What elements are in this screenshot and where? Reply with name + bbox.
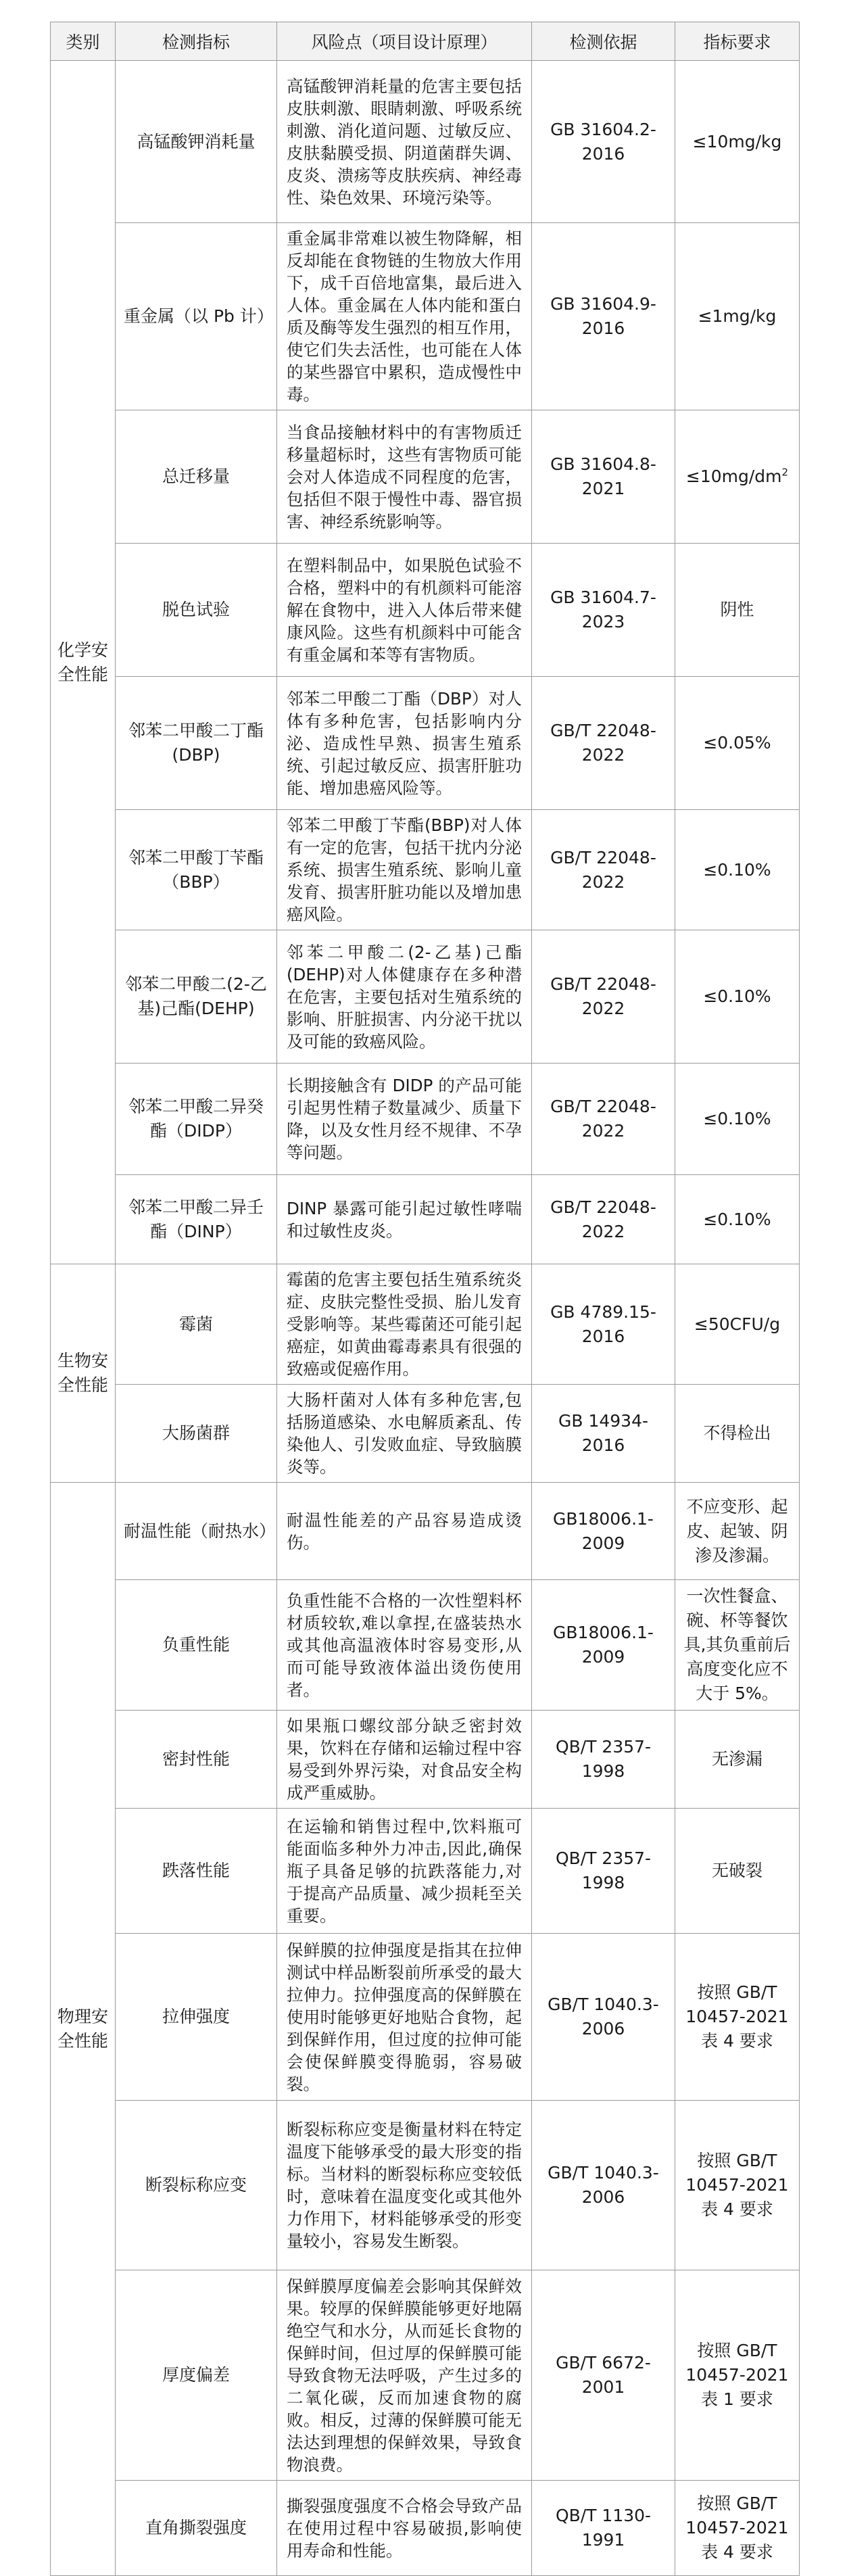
header-risk: 风险点（项目设计原理） xyxy=(277,22,532,61)
header-category: 类别 xyxy=(51,22,116,61)
basis-cell: QB/T 2357-1998 xyxy=(532,1809,675,1934)
requirement-cell: ≤0.10% xyxy=(675,810,800,930)
requirement-cell: ≤0.10% xyxy=(675,1175,800,1264)
indicator-cell: 邻苯二甲酸二丁酯(DBP) xyxy=(116,677,277,810)
basis-cell: GB/T 22048-2022 xyxy=(532,1175,675,1264)
indicator-cell: 厚度偏差 xyxy=(116,2270,277,2481)
table-row xyxy=(51,1711,800,1809)
indicator-cell: 脱色试验 xyxy=(116,544,277,677)
basis-cell: GB/T 6672-2001 xyxy=(532,2270,675,2481)
risk-cell: 负重性能不合格的一次性塑料杯材质较软,难以拿捏,在盛装热水或其他高温液体时容易变形,从而可能导致液体溢出烫伤使用者。 xyxy=(277,1580,532,1711)
table-row xyxy=(51,1064,800,1175)
requirement-cell: ≤0.10% xyxy=(675,930,800,1064)
indicator-cell: 直角撕裂强度 xyxy=(116,2481,277,2576)
risk-cell: 耐温性能差的产品容易造成烫伤。 xyxy=(277,1483,532,1580)
table-row xyxy=(51,1934,800,2101)
basis-cell: QB/T 1130-1991 xyxy=(532,2481,675,2576)
requirement-cell: ≤50CFU/g xyxy=(675,1264,800,1385)
indicator-cell: 邻苯二甲酸丁苄酯（BBP） xyxy=(116,810,277,930)
table-row xyxy=(51,1175,800,1264)
indicator-cell: 邻苯二甲酸二异壬酯（DINP） xyxy=(116,1175,277,1264)
standards-table xyxy=(50,22,800,2576)
risk-cell: 大肠杆菌对人体有多种危害,包括肠道感染、水电解质紊乱、传染他人、引发败血症、导致脑膜炎等。 xyxy=(277,1385,532,1483)
table-row xyxy=(51,930,800,1064)
standards-table-container xyxy=(50,22,849,2576)
basis-cell: GB 31604.7-2023 xyxy=(532,544,675,677)
table-row xyxy=(51,810,800,930)
category-biological: 生物安全性能 xyxy=(51,1264,116,1483)
indicator-cell: 断裂标称应变 xyxy=(116,2101,277,2270)
header-requirement: 指标要求 xyxy=(675,22,800,61)
requirement-cell: ≤10mg/kg xyxy=(675,61,800,223)
requirement-cell: ≤1mg/kg xyxy=(675,223,800,410)
basis-cell: GB 31604.2-2016 xyxy=(532,61,675,223)
requirement-cell: ≤0.05% xyxy=(675,677,800,810)
requirement-cell: 无渗漏 xyxy=(675,1711,800,1809)
basis-cell: GB/T 22048-2022 xyxy=(532,810,675,930)
requirement-cell: ≤0.10% xyxy=(675,1064,800,1175)
header-row xyxy=(51,22,800,61)
requirement-cell: 阴性 xyxy=(675,544,800,677)
basis-cell: GB18006.1-2009 xyxy=(532,1580,675,1711)
basis-cell: GB/T 22048-2022 xyxy=(532,930,675,1064)
indicator-cell: 邻苯二甲酸二异癸酯（DIDP） xyxy=(116,1064,277,1175)
risk-cell: 重金属非常难以被生物降解，相反却能在食物链的生物放大作用下，成千百倍地富集，最后进入人体。重金属在人体内能和蛋白质及酶等发生强烈的相互作用，使它们失去活性，也可能在人体的某些器官中累积，造成慢性中毒。 xyxy=(277,223,532,410)
table-row xyxy=(51,2481,800,2576)
risk-cell: 在塑料制品中，如果脱色试验不合格，塑料中的有机颜料可能溶解在食物中，进入人体后带来健康风险。这些有机颜料中可能含有重金属和苯等有害物质。 xyxy=(277,544,532,677)
basis-cell: GB/T 1040.3-2006 xyxy=(532,1934,675,2101)
basis-cell: GB/T 1040.3-2006 xyxy=(532,2101,675,2270)
risk-cell: 邻苯二甲酸二(2-乙基)己酯(DEHP)对人体健康存在多种潜在危害，主要包括对生殖系统的影响、肝脏损害、内分泌干扰以及可能的致癌风险。 xyxy=(277,930,532,1064)
requirement-cell: 按照 GB/T 10457-2021 表 4 要求 xyxy=(675,1934,800,2101)
indicator-cell: 总迁移量 xyxy=(116,410,277,544)
basis-cell: GB/T 22048-2022 xyxy=(532,1064,675,1175)
risk-cell: 邻苯二甲酸二丁酯（DBP）对人体有多种危害，包括影响内分泌、造成性早熟、损害生殖系统、引起过敏反应、损害肝脏功能、增加患癌风险等。 xyxy=(277,677,532,810)
risk-cell: 霉菌的危害主要包括生殖系统炎症、皮肤完整性受损、胎儿发育受影响等。某些霉菌还可能引起癌症，如黄曲霉毒素具有很强的致癌或促癌作用。 xyxy=(277,1264,532,1385)
table-row xyxy=(51,1483,800,1580)
basis-cell: QB/T 2357-1998 xyxy=(532,1711,675,1809)
table-row xyxy=(51,1809,800,1934)
risk-cell: 高锰酸钾消耗量的危害主要包括皮肤刺激、眼睛刺激、呼吸系统刺激、消化道问题、过敏反应、皮肤黏膜受损、阴道菌群失调、皮炎、溃疡等皮肤疾病、神经毒性、染色效果、环境污染等。 xyxy=(277,61,532,223)
requirement-cell: 无破裂 xyxy=(675,1809,800,1934)
indicator-cell: 密封性能 xyxy=(116,1711,277,1809)
indicator-cell: 耐温性能（耐热水） xyxy=(116,1483,277,1580)
unit-superscript: 2 xyxy=(781,466,789,479)
table-row xyxy=(51,61,800,223)
indicator-cell: 跌落性能 xyxy=(116,1809,277,1934)
category-physical: 物理安全性能 xyxy=(51,1483,116,2576)
header-indicator: 检测指标 xyxy=(116,22,277,61)
table-row xyxy=(51,410,800,544)
requirement-cell: 按照 GB/T 10457-2021 表 4 要求 xyxy=(675,2481,800,2576)
indicator-cell: 大肠菌群 xyxy=(116,1385,277,1483)
requirement-value: ≤10mg/dm xyxy=(685,467,782,486)
indicator-cell: 拉伸强度 xyxy=(116,1934,277,2101)
basis-cell: GB 31604.8-2021 xyxy=(532,410,675,544)
risk-cell: 长期接触含有 DIDP 的产品可能引起男性精子数量减少、质量下降，以及女性月经不规律、不孕等问题。 xyxy=(277,1064,532,1175)
basis-cell: GB18006.1-2009 xyxy=(532,1483,675,1580)
requirement-cell xyxy=(675,410,800,544)
requirement-cell: 按照 GB/T 10457-2021 表 1 要求 xyxy=(675,2270,800,2481)
risk-cell: 保鲜膜的拉伸强度是指其在拉伸测试中样品断裂前所承受的最大拉伸力。拉伸强度高的保鲜膜在使用时能够更好地贴合食物，起到保鲜作用，但过度的拉伸可能会使保鲜膜变得脆弱，容易破裂。 xyxy=(277,1934,532,2101)
requirement-cell: 一次性餐盒、碗、杯等餐饮具,其负重前后高度变化应不大于 5%。 xyxy=(675,1580,800,1711)
risk-cell: 邻苯二甲酸丁苄酯(BBP)对人体有一定的危害，包括干扰内分泌系统、损害生殖系统、影响儿童发育、损害肝脏功能以及增加患癌风险。 xyxy=(277,810,532,930)
requirement-cell: 不应变形、起皮、起皱、阴渗及渗漏。 xyxy=(675,1483,800,1580)
table-row xyxy=(51,544,800,677)
table-row xyxy=(51,1580,800,1711)
table-row xyxy=(51,1264,800,1385)
table-row xyxy=(51,1385,800,1483)
indicator-cell: 邻苯二甲酸二(2-乙基)己酯(DEHP) xyxy=(116,930,277,1064)
risk-cell: 保鲜膜厚度偏差会影响其保鲜效果。较厚的保鲜膜能够更好地隔绝空气和水分，从而延长食物的保鲜时间，但过厚的保鲜膜可能导致食物无法呼吸，产生过多的二氧化碳，反而加速食物的腐败。相反，过薄的保鲜膜可能无法达到理想的保鲜效果，导致食物浪费。 xyxy=(277,2270,532,2481)
indicator-cell: 高锰酸钾消耗量 xyxy=(116,61,277,223)
requirement-cell: 按照 GB/T 10457-2021 表 4 要求 xyxy=(675,2101,800,2270)
indicator-cell: 负重性能 xyxy=(116,1580,277,1711)
table-row xyxy=(51,223,800,410)
risk-cell: 断裂标称应变是衡量材料在特定温度下能够承受的最大形变的指标。当材料的断裂标称应变较低时，意味着在温度变化或其他外力作用下，材料能够承受的形变量较小，容易发生断裂。 xyxy=(277,2101,532,2270)
risk-cell: DINP 暴露可能引起过敏性哮喘和过敏性皮炎。 xyxy=(277,1175,532,1264)
header-basis: 检测依据 xyxy=(532,22,675,61)
basis-cell: GB 4789.15-2016 xyxy=(532,1264,675,1385)
risk-cell: 在运输和销售过程中,饮料瓶可能面临多种外力冲击,因此,确保瓶子具备足够的抗跌落能力,对于提高产品质量、减少损耗至关重要。 xyxy=(277,1809,532,1934)
table-row xyxy=(51,2101,800,2270)
requirement-cell: 不得检出 xyxy=(675,1385,800,1483)
risk-cell: 如果瓶口螺纹部分缺乏密封效果，饮料在存储和运输过程中容易受到外界污染，对食品安全构成严重威胁。 xyxy=(277,1711,532,1809)
risk-cell: 当食品接触材料中的有害物质迁移量超标时，这些有害物质可能会对人体造成不同程度的危害，包括但不限于慢性中毒、器官损害、神经系统影响等。 xyxy=(277,410,532,544)
indicator-cell: 霉菌 xyxy=(116,1264,277,1385)
category-chemical: 化学安全性能 xyxy=(51,61,116,1264)
basis-cell: GB/T 22048-2022 xyxy=(532,677,675,810)
basis-cell: GB 31604.9-2016 xyxy=(532,223,675,410)
table-row xyxy=(51,677,800,810)
basis-cell: GB 14934-2016 xyxy=(532,1385,675,1483)
table-row xyxy=(51,2270,800,2481)
risk-cell: 撕裂强度强度不合格会导致产品在使用过程中容易破损,影响使用寿命和性能。 xyxy=(277,2481,532,2576)
indicator-cell: 重金属（以 Pb 计） xyxy=(116,223,277,410)
